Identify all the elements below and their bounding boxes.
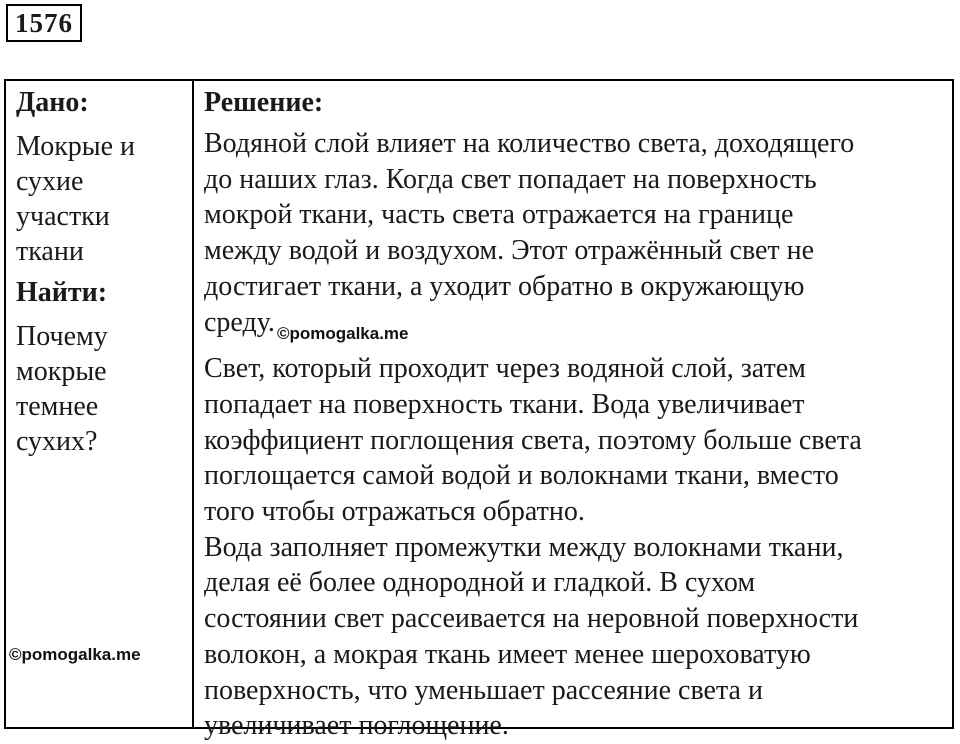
given-line: сухие (16, 166, 84, 197)
solution-line: среду. (204, 306, 275, 338)
given-text (16, 129, 192, 269)
find-line: мокрые (16, 356, 107, 387)
solution-line: волокон, а мокрая ткань имеет менее шероховатую (204, 638, 811, 670)
find-text (16, 319, 192, 459)
solution-line: коэффициент поглощения света, поэтому больше света (204, 424, 862, 456)
solution-text (204, 126, 946, 744)
solution-line: между водой и воздухом. Этот отражённый свет не (204, 235, 815, 267)
given-line: Мокрые и (16, 131, 136, 162)
solution-paragraph (204, 530, 946, 744)
solution-line: состоянии свет рассеивается на неровной поверхности (204, 603, 859, 635)
find-line: сухих? (16, 426, 98, 457)
solution-line-last (204, 305, 946, 352)
solution-line: Вода заполняет промежутки между волокнами ткани, (204, 531, 844, 563)
solution-paragraph (204, 126, 946, 351)
solution-line: поверхность, что уменьшает рассеяние света и (204, 674, 763, 706)
solution-line: делая её более однородной и гладкой. В сухом (204, 567, 756, 599)
solution-line: поглощается самой водой и волокнами ткани, вместо (204, 460, 839, 492)
problem-number: 1576 (6, 4, 82, 42)
find-line: Почему (16, 321, 108, 352)
solution-line: достигает ткани, а уходит обратно в окружающую (204, 270, 805, 302)
solution-line: Свет, который проходит через водяной слой, затем (204, 353, 806, 385)
solution-paragraph (204, 351, 946, 530)
given-line: ткани (16, 236, 84, 267)
solution-line: попадает на поверхность ткани. Вода увеличивает (204, 388, 805, 420)
solution-line: мокрой ткани, часть света отражается на границе (204, 199, 794, 231)
solution-line: увеличивает поглощение. (204, 710, 509, 742)
watermark-inline: ©pomogalka.me (276, 323, 409, 343)
watermark: ©pomogalka.me (9, 645, 141, 664)
solution-line: того чтобы отражаться обратно. (204, 496, 585, 528)
find-heading: Найти: (16, 277, 108, 308)
solution-line: Водяной слой влияет на количество света, доходящего (204, 128, 855, 159)
solution-column (194, 81, 952, 742)
given-line: участки (16, 201, 110, 232)
solution-line: до наших глаз. Когда свет попадает на поверхность (204, 163, 817, 195)
given-heading: Дано: (16, 87, 89, 118)
task-table (4, 79, 954, 742)
find-line: темнее (16, 391, 99, 422)
solution-heading: Решение: (204, 87, 324, 118)
given-column (6, 81, 194, 727)
